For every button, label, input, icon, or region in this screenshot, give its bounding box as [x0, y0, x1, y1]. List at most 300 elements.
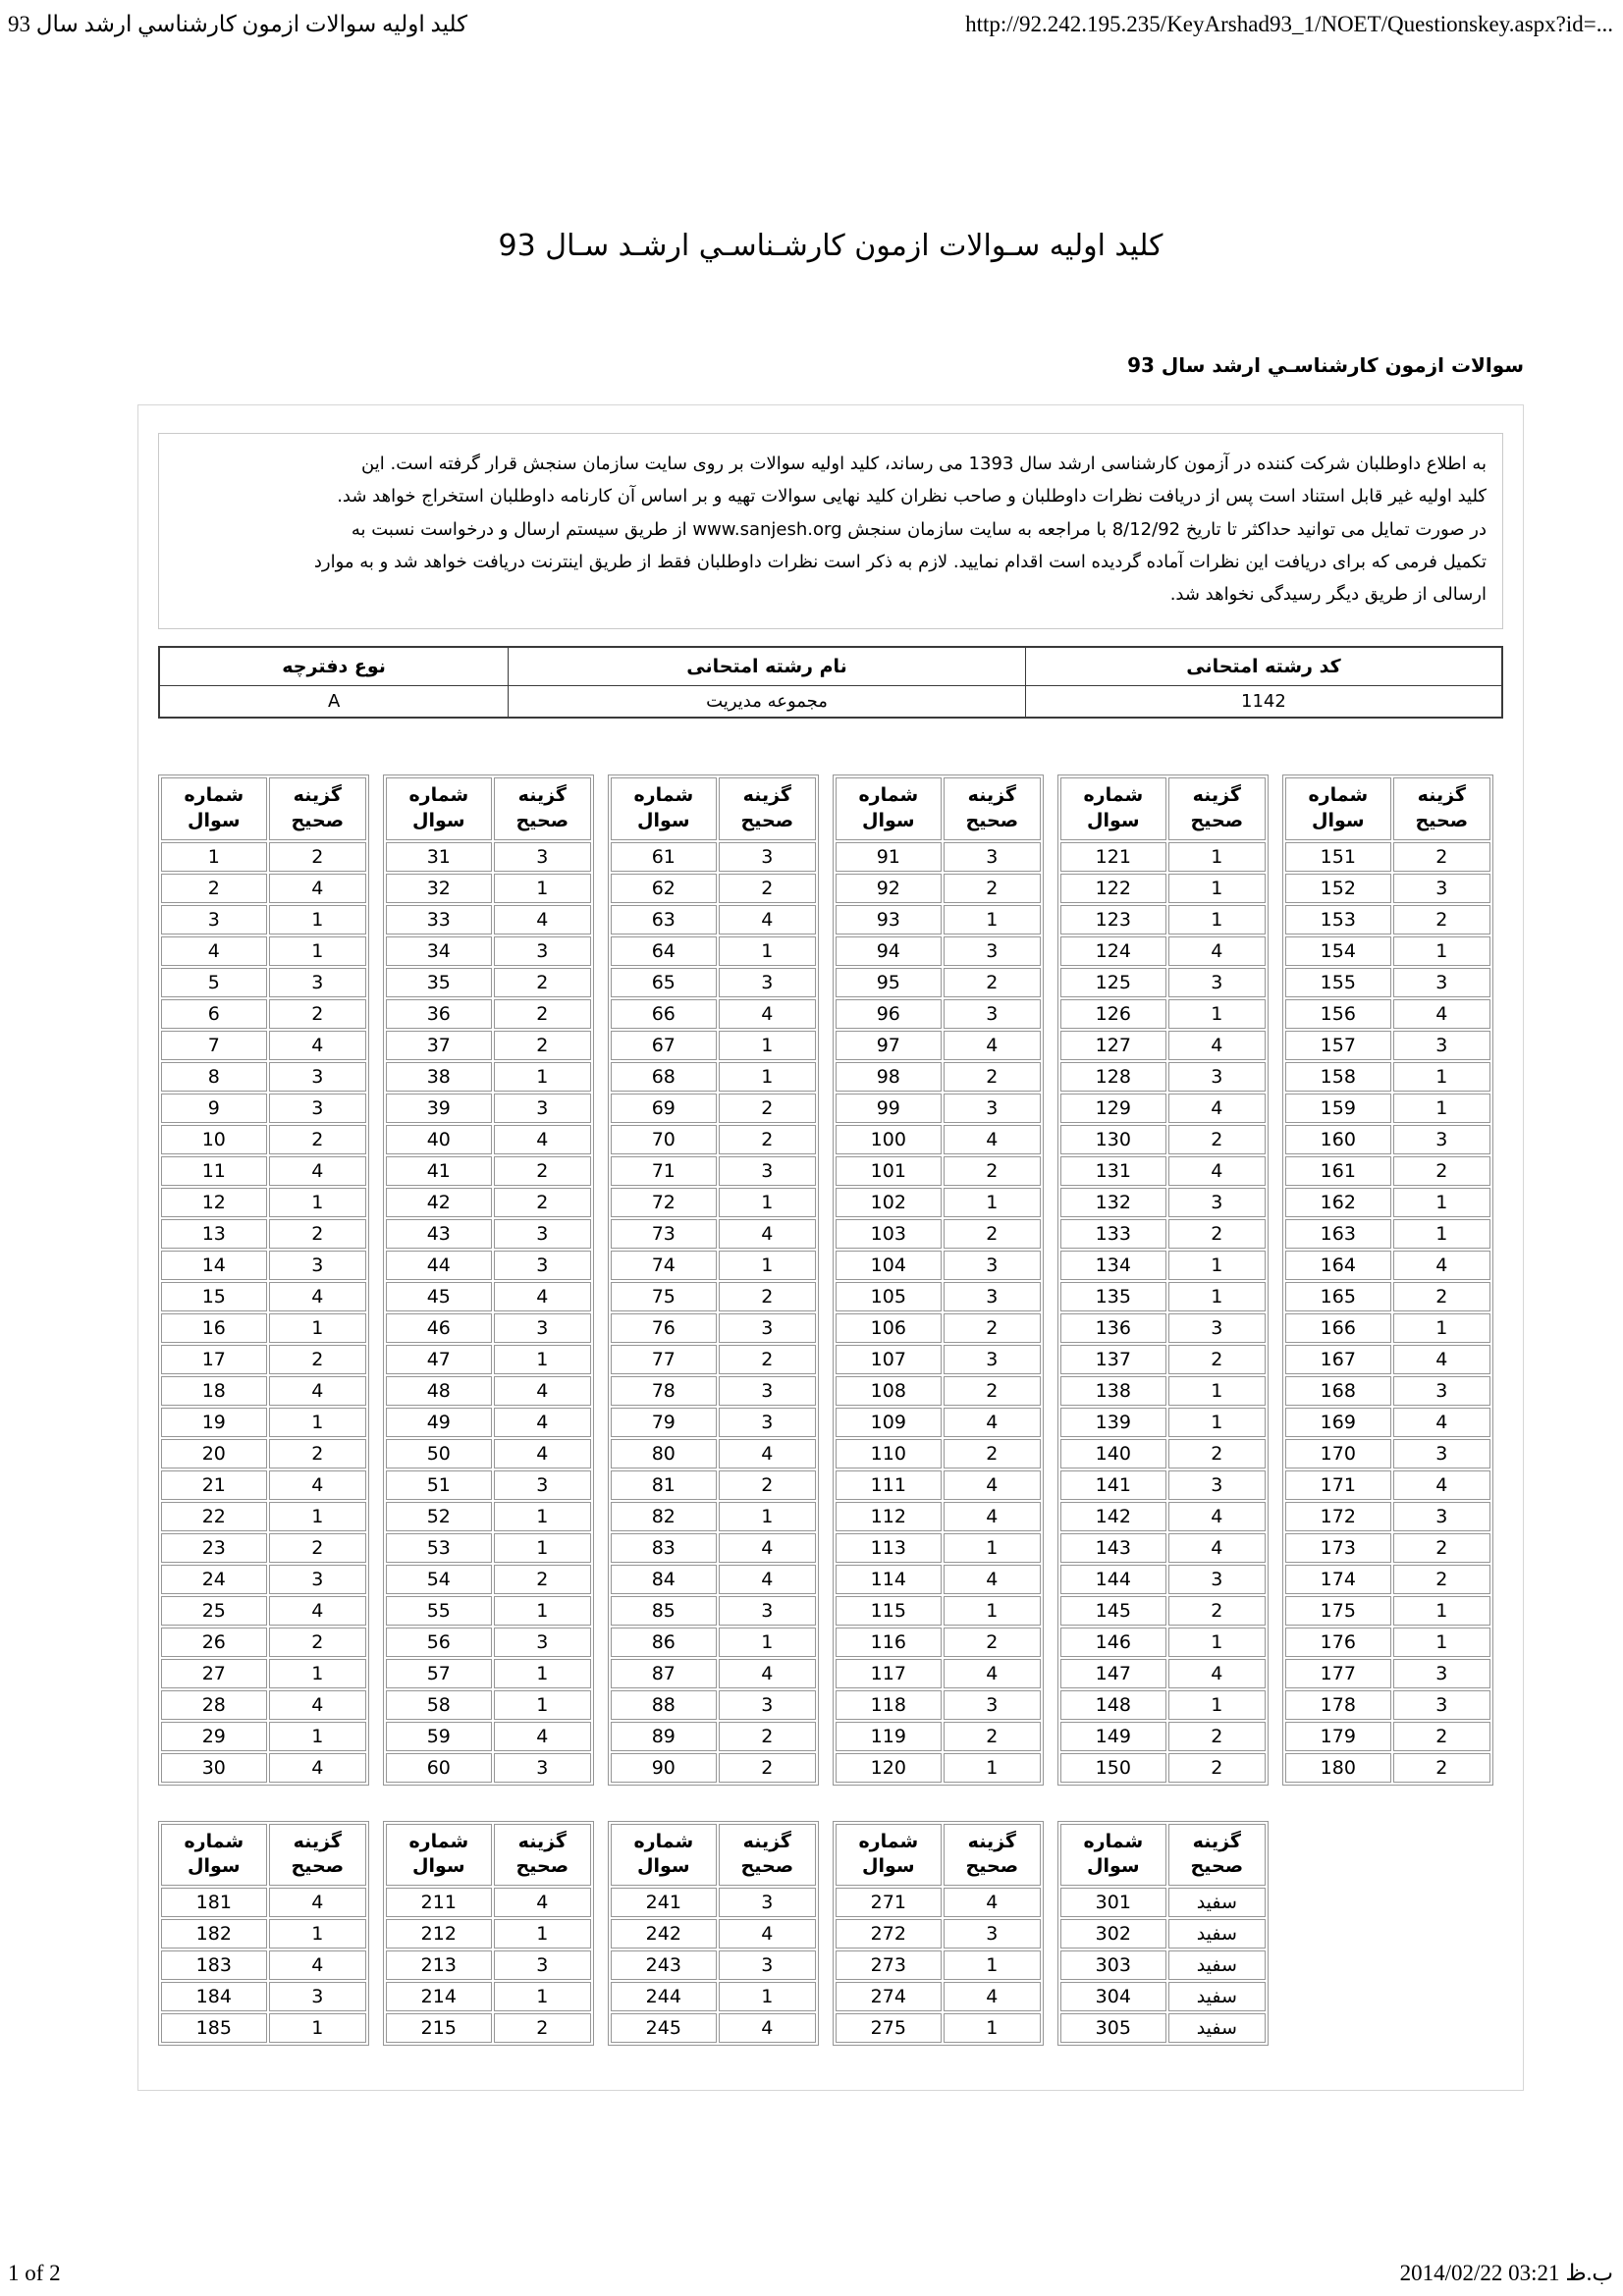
answer-key-table [833, 774, 1044, 1785]
correct-option: 3 [1393, 1031, 1490, 1060]
correct-option: 4 [494, 1722, 591, 1751]
answer-row [1285, 1690, 1490, 1720]
correct-option: 4 [719, 1659, 816, 1688]
answer-row [836, 1313, 1041, 1343]
question-number: 65 [611, 968, 717, 997]
answer-row [836, 1094, 1041, 1123]
correct-option: 4 [269, 1596, 366, 1626]
correct-option-header: گزینه صحیح [269, 777, 366, 839]
answer-row [1285, 1628, 1490, 1657]
answer-row [611, 874, 816, 903]
answer-row [1060, 1596, 1266, 1626]
answer-row [1060, 1282, 1266, 1311]
correct-option: 4 [269, 1156, 366, 1186]
question-number: 105 [836, 1282, 942, 1311]
correct-option: 1 [944, 1596, 1041, 1626]
answer-row [1285, 1062, 1490, 1092]
question-number: 142 [1060, 1502, 1166, 1531]
correct-option: 2 [719, 1094, 816, 1123]
question-number: 86 [611, 1628, 717, 1657]
correct-option: 4 [1168, 1502, 1266, 1531]
question-number: 275 [836, 2013, 942, 2043]
correct-option: 2 [1393, 905, 1490, 934]
question-number: 104 [836, 1251, 942, 1280]
question-number: 61 [611, 842, 717, 872]
question-number: 302 [1060, 1919, 1166, 1949]
correct-option: 3 [269, 968, 366, 997]
question-number: 244 [611, 1982, 717, 2011]
exam-code-header: کد رشته امتحانی [1025, 647, 1502, 686]
answer-row [1285, 1596, 1490, 1626]
question-number: 37 [386, 1031, 492, 1060]
answer-row [1285, 1533, 1490, 1563]
question-number: 87 [611, 1659, 717, 1688]
question-number: 31 [386, 842, 492, 872]
question-number: 54 [386, 1565, 492, 1594]
answer-row [1285, 1125, 1490, 1154]
answer-row [1285, 1376, 1490, 1406]
answer-row [611, 1502, 816, 1531]
answer-row [386, 1982, 591, 2011]
answer-row [161, 1313, 366, 1343]
question-number: 274 [836, 1982, 942, 2011]
correct-option: 1 [944, 1950, 1041, 1980]
correct-option: 1 [719, 936, 816, 966]
correct-option: 1 [1393, 1628, 1490, 1657]
answer-row [386, 1094, 591, 1123]
answer-row [1060, 936, 1266, 966]
correct-option: 1 [719, 1982, 816, 2011]
answer-key-header-row [836, 1824, 1041, 1886]
correct-option: 3 [944, 1251, 1041, 1280]
question-number: 100 [836, 1125, 942, 1154]
answer-row [386, 1596, 591, 1626]
question-number: 139 [1060, 1408, 1166, 1437]
correct-option: 2 [1168, 1753, 1266, 1783]
answer-row [161, 936, 366, 966]
question-number: 181 [161, 1888, 267, 1917]
correct-option: 3 [719, 1596, 816, 1626]
answer-key-header-row [1060, 1824, 1266, 1886]
correct-option: 3 [494, 1628, 591, 1657]
answer-row [161, 1125, 366, 1154]
question-number: 7 [161, 1031, 267, 1060]
correct-option: 4 [719, 1533, 816, 1563]
question-number: 30 [161, 1753, 267, 1783]
answer-row [386, 1408, 591, 1437]
correct-option: 2 [1393, 1565, 1490, 1594]
answer-row [1060, 1345, 1266, 1374]
answer-key-header-row [161, 777, 366, 839]
question-number: 48 [386, 1376, 492, 1406]
answer-row [836, 1282, 1041, 1311]
answer-row [386, 842, 591, 872]
question-number: 107 [836, 1345, 942, 1374]
correct-option: 4 [719, 1565, 816, 1594]
question-number: 128 [1060, 1062, 1166, 1092]
answer-row [386, 1888, 591, 1917]
answer-row [836, 1982, 1041, 2011]
correct-option: 1 [1168, 1376, 1266, 1406]
answer-row [161, 1533, 366, 1563]
question-number: 167 [1285, 1345, 1391, 1374]
correct-option: 1 [269, 1408, 366, 1437]
question-number-header: شماره سوال [161, 1824, 267, 1886]
answer-row [161, 1062, 366, 1092]
question-number: 161 [1285, 1156, 1391, 1186]
correct-option: 3 [719, 1313, 816, 1343]
answer-row [836, 1722, 1041, 1751]
question-number: 212 [386, 1919, 492, 1949]
answer-row [836, 1628, 1041, 1657]
question-number: 147 [1060, 1659, 1166, 1688]
correct-option: 4 [494, 1408, 591, 1437]
question-number: 213 [386, 1950, 492, 1980]
answer-row [161, 1628, 366, 1657]
answer-key-header-row [386, 777, 591, 839]
question-number-header: شماره سوال [836, 777, 942, 839]
answer-row [836, 1470, 1041, 1500]
answer-key-header-row [1060, 777, 1266, 839]
correct-option: 2 [1168, 1345, 1266, 1374]
answer-row [1285, 1659, 1490, 1688]
answer-row [611, 1094, 816, 1123]
answer-row [386, 1062, 591, 1092]
question-number: 80 [611, 1439, 717, 1468]
answer-key-header-row [611, 1824, 816, 1886]
correct-option: 2 [1168, 1125, 1266, 1154]
correct-option: 3 [1168, 1313, 1266, 1343]
answer-row [611, 1408, 816, 1437]
correct-option: 1 [944, 1533, 1041, 1563]
correct-option: 4 [269, 1376, 366, 1406]
question-number: 303 [1060, 1950, 1166, 1980]
correct-option: 4 [269, 1753, 366, 1783]
correct-option: 4 [944, 1125, 1041, 1154]
answer-key-table [1057, 774, 1269, 1785]
question-number: 14 [161, 1251, 267, 1280]
correct-option: 1 [719, 1502, 816, 1531]
answer-row [836, 1251, 1041, 1280]
question-number: 182 [161, 1919, 267, 1949]
answer-row [161, 1982, 366, 2011]
answer-row [161, 905, 366, 934]
correct-option: 2 [1393, 1533, 1490, 1563]
answer-row [1285, 1219, 1490, 1249]
question-number: 127 [1060, 1031, 1166, 1060]
question-number: 271 [836, 1888, 942, 1917]
correct-option: 3 [494, 1753, 591, 1783]
answer-row [836, 1888, 1041, 1917]
answer-row [386, 1125, 591, 1154]
question-number: 74 [611, 1251, 717, 1280]
correct-option-header: گزینه صحیح [269, 1824, 366, 1886]
answer-row [1060, 1251, 1266, 1280]
answer-row [611, 1722, 816, 1751]
answer-key-table [158, 774, 369, 1785]
answer-row [1060, 1659, 1266, 1688]
answer-row [836, 1125, 1041, 1154]
correct-option: 1 [944, 2013, 1041, 2043]
question-number: 183 [161, 1950, 267, 1980]
question-number: 21 [161, 1470, 267, 1500]
question-number: 1 [161, 842, 267, 872]
question-number: 56 [386, 1628, 492, 1657]
question-number: 41 [386, 1156, 492, 1186]
question-number: 5 [161, 968, 267, 997]
correct-option: 1 [494, 874, 591, 903]
question-number: 29 [161, 1722, 267, 1751]
question-number: 13 [161, 1219, 267, 1249]
question-number-header: شماره سوال [161, 777, 267, 839]
answer-row [1060, 1470, 1266, 1500]
page-content [137, 0, 1524, 2091]
correct-option: 2 [944, 1313, 1041, 1343]
question-number: 174 [1285, 1565, 1391, 1594]
answer-row [611, 1982, 816, 2011]
answer-key-block-2 [158, 1821, 1503, 2046]
correct-option-header: گزینه صحیح [494, 1824, 591, 1886]
correct-option: 1 [1393, 1219, 1490, 1249]
question-number: 26 [161, 1628, 267, 1657]
question-number: 166 [1285, 1313, 1391, 1343]
answer-row [836, 874, 1041, 903]
correct-option: سفید [1168, 1919, 1266, 1949]
answer-row [611, 1596, 816, 1626]
answer-row [386, 874, 591, 903]
question-number: 44 [386, 1251, 492, 1280]
answer-row [386, 1533, 591, 1563]
question-number: 140 [1060, 1439, 1166, 1468]
correct-option: 3 [1168, 1062, 1266, 1092]
question-number: 39 [386, 1094, 492, 1123]
answer-row [836, 2013, 1041, 2043]
answer-row [836, 1219, 1041, 1249]
question-number: 11 [161, 1156, 267, 1186]
question-number: 51 [386, 1470, 492, 1500]
correct-option: 1 [1168, 1408, 1266, 1437]
answer-row [611, 1251, 816, 1280]
answer-row [836, 1690, 1041, 1720]
answer-row [1285, 1282, 1490, 1311]
question-number: 126 [1060, 999, 1166, 1029]
correct-option: 3 [1168, 968, 1266, 997]
answer-row [386, 1031, 591, 1060]
question-number: 94 [836, 936, 942, 966]
correct-option: 3 [1168, 1565, 1266, 1594]
question-number: 40 [386, 1125, 492, 1154]
exam-field-name-value: مجموعه مديريت [509, 686, 1026, 719]
correct-option: 3 [494, 1094, 591, 1123]
answer-row [836, 1031, 1041, 1060]
answer-row [611, 1690, 816, 1720]
correct-option: 4 [269, 1888, 366, 1917]
question-number: 108 [836, 1376, 942, 1406]
correct-option: 1 [494, 1982, 591, 2011]
correct-option: 1 [1393, 1094, 1490, 1123]
question-number: 168 [1285, 1376, 1391, 1406]
correct-option: 4 [494, 1439, 591, 1468]
question-number: 71 [611, 1156, 717, 1186]
correct-option: 1 [1393, 1596, 1490, 1626]
correct-option: 2 [944, 1219, 1041, 1249]
answer-row [1285, 1722, 1490, 1751]
question-number: 62 [611, 874, 717, 903]
answer-key-header-row [386, 1824, 591, 1886]
page-subtitle: سوالات ازمون کارشناسـي ارشد سال 93 [1127, 353, 1524, 377]
question-number: 305 [1060, 2013, 1166, 2043]
answer-row [836, 1596, 1041, 1626]
question-number: 129 [1060, 1094, 1166, 1123]
answer-row [386, 1251, 591, 1280]
content-box [137, 404, 1524, 2091]
question-number: 143 [1060, 1533, 1166, 1563]
question-number: 134 [1060, 1251, 1166, 1280]
answer-row [1285, 936, 1490, 966]
answer-row [836, 999, 1041, 1029]
correct-option-header: گزینه صحیح [1168, 1824, 1266, 1886]
question-number: 98 [836, 1062, 942, 1092]
correct-option: 4 [944, 1659, 1041, 1688]
question-number: 83 [611, 1533, 717, 1563]
correct-option: 3 [719, 1888, 816, 1917]
correct-option: 2 [1168, 1596, 1266, 1626]
question-number: 241 [611, 1888, 717, 1917]
question-number: 75 [611, 1282, 717, 1311]
question-number: 157 [1285, 1031, 1391, 1060]
question-number: 117 [836, 1659, 942, 1688]
correct-option: 3 [269, 1251, 366, 1280]
question-number: 272 [836, 1919, 942, 1949]
exam-code-value: 1142 [1025, 686, 1502, 719]
correct-option: 2 [719, 874, 816, 903]
answer-row [611, 1188, 816, 1217]
correct-option: 3 [944, 1919, 1041, 1949]
answer-row [161, 1219, 366, 1249]
correct-option: 2 [719, 1345, 816, 1374]
answer-row [836, 1408, 1041, 1437]
question-number: 158 [1285, 1062, 1391, 1092]
correct-option: 2 [1393, 1282, 1490, 1311]
question-number: 121 [1060, 842, 1166, 872]
question-number: 103 [836, 1219, 942, 1249]
answer-row [161, 1251, 366, 1280]
question-number: 242 [611, 1919, 717, 1949]
correct-option: 1 [719, 1251, 816, 1280]
correct-option: 3 [494, 1470, 591, 1500]
correct-option: 3 [1168, 1470, 1266, 1500]
question-number: 153 [1285, 905, 1391, 934]
answer-row [1285, 999, 1490, 1029]
answer-row [1060, 1219, 1266, 1249]
answer-row [386, 1753, 591, 1783]
correct-option: 3 [1393, 1690, 1490, 1720]
answer-row [1285, 1251, 1490, 1280]
answer-row [1285, 1094, 1490, 1123]
question-number: 88 [611, 1690, 717, 1720]
correct-option: 1 [494, 1690, 591, 1720]
question-number: 47 [386, 1345, 492, 1374]
correct-option: 1 [494, 1533, 591, 1563]
answer-row [1285, 1502, 1490, 1531]
correct-option: 2 [1393, 1753, 1490, 1783]
answer-row [1285, 1313, 1490, 1343]
correct-option: 4 [719, 905, 816, 934]
correct-option: 1 [494, 1062, 591, 1092]
question-number-header: شماره سوال [611, 777, 717, 839]
answer-row [836, 1062, 1041, 1092]
correct-option: 3 [269, 1094, 366, 1123]
answer-row [161, 1950, 366, 1980]
question-number: 131 [1060, 1156, 1166, 1186]
answer-row [611, 1376, 816, 1406]
correct-option: 3 [719, 1408, 816, 1437]
answer-row [611, 1753, 816, 1783]
answer-row [1060, 1313, 1266, 1343]
question-number: 19 [161, 1408, 267, 1437]
answer-row [1060, 1690, 1266, 1720]
answer-row [1060, 2013, 1266, 2043]
correct-option: 2 [944, 1156, 1041, 1186]
answer-row [836, 1439, 1041, 1468]
question-number: 16 [161, 1313, 267, 1343]
question-number: 301 [1060, 1888, 1166, 1917]
answer-row [161, 1156, 366, 1186]
answer-row [611, 1919, 816, 1949]
correct-option-header: گزینه صحیح [1393, 777, 1490, 839]
question-number: 23 [161, 1533, 267, 1563]
question-number: 2 [161, 874, 267, 903]
correct-option: 3 [719, 1950, 816, 1980]
question-number: 138 [1060, 1376, 1166, 1406]
question-number: 59 [386, 1722, 492, 1751]
correct-option: 4 [944, 1031, 1041, 1060]
correct-option: 4 [944, 1408, 1041, 1437]
question-number: 150 [1060, 1753, 1166, 1783]
question-number: 38 [386, 1062, 492, 1092]
correct-option: 4 [494, 905, 591, 934]
correct-option: 1 [1168, 842, 1266, 872]
correct-option: 1 [944, 1753, 1041, 1783]
correct-option: 3 [944, 1094, 1041, 1123]
correct-option: سفید [1168, 1982, 1266, 2011]
answer-row [386, 1659, 591, 1688]
exam-info-header-row [159, 647, 1502, 686]
question-number: 85 [611, 1596, 717, 1626]
question-number: 178 [1285, 1690, 1391, 1720]
correct-option: 3 [944, 1345, 1041, 1374]
question-number: 119 [836, 1722, 942, 1751]
question-number: 304 [1060, 1982, 1166, 2011]
correct-option: 2 [944, 1628, 1041, 1657]
answer-key-table [608, 774, 819, 1785]
question-number-header: شماره سوال [1285, 777, 1391, 839]
question-number: 57 [386, 1659, 492, 1688]
answer-row [611, 1628, 816, 1657]
answer-row [836, 1753, 1041, 1783]
correct-option: 4 [1168, 1659, 1266, 1688]
answer-row [1285, 1345, 1490, 1374]
question-number: 28 [161, 1690, 267, 1720]
answer-row [836, 1156, 1041, 1186]
question-number: 50 [386, 1439, 492, 1468]
question-number: 81 [611, 1470, 717, 1500]
question-number: 162 [1285, 1188, 1391, 1217]
correct-option: 2 [944, 1439, 1041, 1468]
question-number: 146 [1060, 1628, 1166, 1657]
correct-option: 1 [269, 1188, 366, 1217]
correct-option-header: گزینه صحیح [944, 1824, 1041, 1886]
